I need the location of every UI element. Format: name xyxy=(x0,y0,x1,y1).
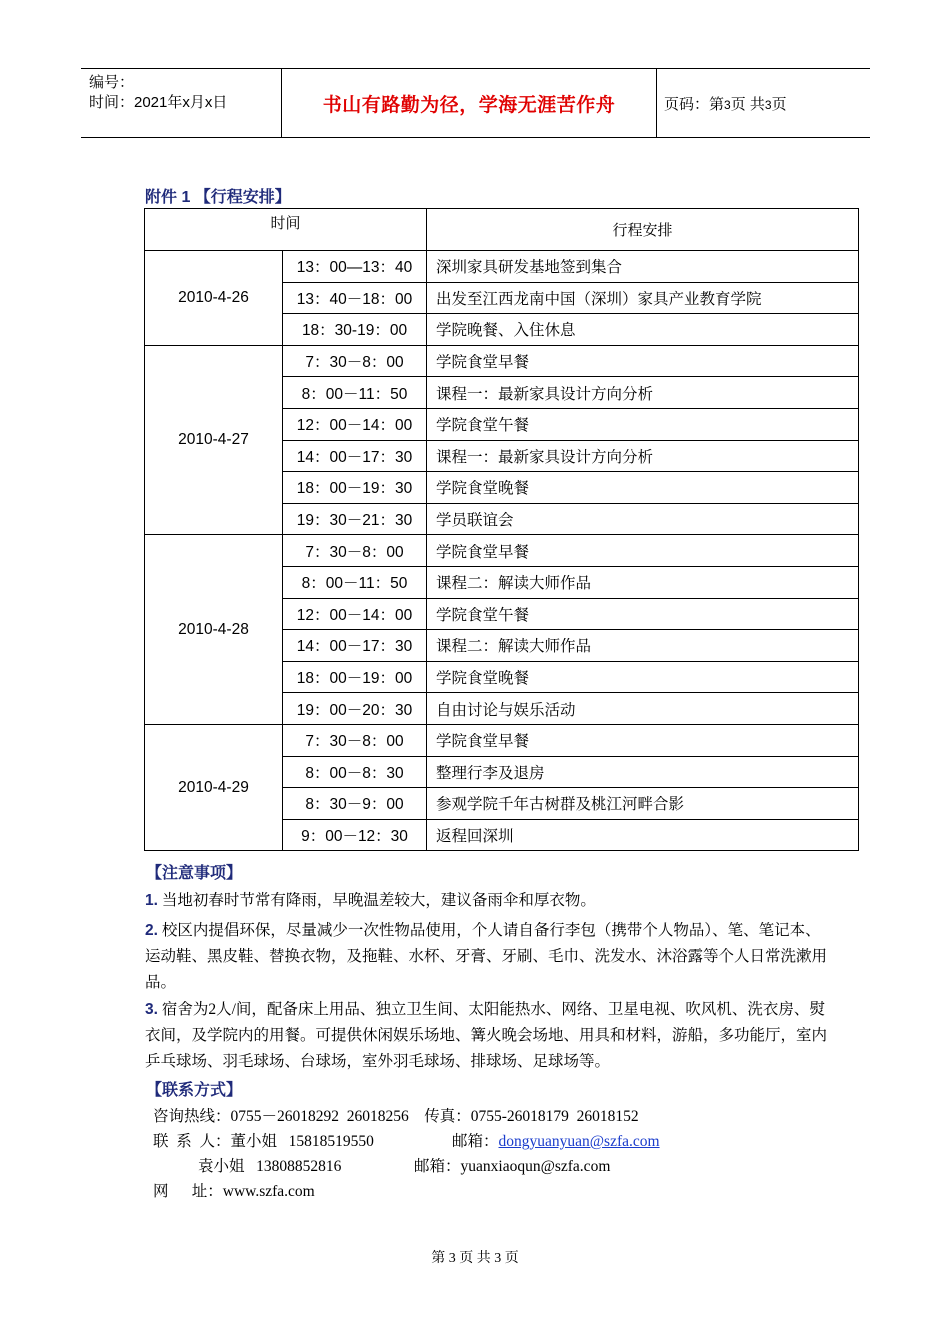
schedule-date: 2010-4-29 xyxy=(145,724,283,850)
note-item-2 xyxy=(145,918,835,996)
schedule-activity: 深圳家具研发基地签到集合 xyxy=(427,251,859,283)
schedule-activity: 出发至江西龙南中国（深圳）家具产业教育学院 xyxy=(427,282,859,314)
table-row xyxy=(145,724,859,756)
schedule-activity: 课程二：解读大师作品 xyxy=(427,630,859,662)
schedule-time: 8：00－11：50 xyxy=(283,377,427,409)
doc-number-label: 编号： xyxy=(89,74,135,91)
schedule-time: 9：00－12：30 xyxy=(283,819,427,851)
schedule-date: 2010-4-28 xyxy=(145,535,283,725)
note-text: 当地初春时节常有降雨，早晚温差较大，建议备雨伞和厚衣物。 xyxy=(157,892,596,909)
contact-email-1 xyxy=(452,1129,660,1151)
schedule-activity: 学员联谊会 xyxy=(427,503,859,535)
schedule-time: 18：00－19：00 xyxy=(283,661,427,693)
table-row xyxy=(145,345,859,377)
schedule-time: 18：30-19：00 xyxy=(283,314,427,346)
page-suffix: 页 xyxy=(771,95,787,113)
schedule-time: 8：30－9：00 xyxy=(283,788,427,820)
schedule-date: 2010-4-27 xyxy=(145,345,283,535)
contact-email-2 xyxy=(414,1154,610,1176)
schedule-activity: 学院食堂午餐 xyxy=(427,408,859,440)
schedule-activity: 参观学院千年古树群及桃江河畔合影 xyxy=(427,788,859,820)
note-number: 3. xyxy=(145,1001,158,1018)
header-page-cell xyxy=(656,69,870,137)
schedule-time: 12：00－14：00 xyxy=(283,598,427,630)
schedule-activity: 课程一：最新家具设计方向分析 xyxy=(427,440,859,472)
note-item-1 xyxy=(145,888,835,914)
email-link-1[interactable]: dongyuanyuan@szfa.com xyxy=(498,1133,660,1150)
schedule-time: 13：40－18：00 xyxy=(283,282,427,314)
schedule-activity: 学院食堂早餐 xyxy=(427,345,859,377)
page-header xyxy=(81,68,870,138)
schedule-time: 19：00－20：30 xyxy=(283,693,427,725)
header-motto-cell xyxy=(281,69,657,137)
schedule-activity: 课程二：解读大师作品 xyxy=(427,566,859,598)
schedule-time: 14：00－17：30 xyxy=(283,630,427,662)
schedule-table xyxy=(144,208,859,851)
schedule-time: 13：00—13：40 xyxy=(283,251,427,283)
motto: 书山有路勤为径，学海无涯苦作舟 xyxy=(322,94,616,116)
schedule-activity: 学院食堂早餐 xyxy=(427,724,859,756)
table-header-time: 时间 xyxy=(145,209,427,251)
schedule-time: 8：00－11：50 xyxy=(283,566,427,598)
schedule-activity: 自由讨论与娱乐活动 xyxy=(427,693,859,725)
contact-website: 网 址：www.szfa.com xyxy=(153,1183,315,1200)
note-text: 校区内提倡环保，尽量减少一次性物品使用，个人请自备行李包（携带个人物品）、笔、笔记本、运动鞋、黑皮鞋、替换衣物，及拖鞋、水杯、牙膏、牙刷、毛巾、洗发水、沐浴露等个人日常洗漱用品。 xyxy=(145,922,828,991)
table-row xyxy=(145,535,859,567)
page-prefix: 页码：第 xyxy=(664,95,725,113)
schedule-activity: 返程回深圳 xyxy=(427,819,859,851)
notes-title: 【注意事项】 xyxy=(146,865,243,882)
schedule-date: 2010-4-26 xyxy=(145,251,283,346)
schedule-activity: 学院晚餐、入住休息 xyxy=(427,314,859,346)
contact-person-2: 袁小姐 13808852816 xyxy=(198,1158,342,1175)
note-item-3 xyxy=(145,997,835,1075)
schedule-time: 7：30－8：00 xyxy=(283,724,427,756)
note-number: 2. xyxy=(145,922,158,939)
schedule-activity: 学院食堂晚餐 xyxy=(427,472,859,504)
table-header-row xyxy=(145,209,859,251)
page-footer: 第 3 页 共 3 页 xyxy=(431,1251,519,1266)
schedule-time: 14：00－17：30 xyxy=(283,440,427,472)
email-text-2: yuanxiaoqun@szfa.com xyxy=(460,1158,611,1175)
page-current: 3 xyxy=(724,97,731,112)
doc-time-label: 时间：2021年x月x日 xyxy=(89,94,228,111)
page-code xyxy=(664,93,787,114)
contact-title: 【联系方式】 xyxy=(146,1082,243,1099)
note-text: 宿舍为2人/间，配备床上用品、独立卫生间、太阳能热水、网络、卫星电视、吹风机、洗衣房、熨衣间，及学院内的用餐。可提供休闲娱乐场地、篝火晚会场地、用具和材料，游船，多功能厅，室内乒乓球场、羽毛球场、台球场，室外羽毛球场、排球场、足球场等。 xyxy=(145,1001,828,1070)
schedule-time: 19：30－21：30 xyxy=(283,503,427,535)
header-meta xyxy=(81,69,281,137)
schedule-activity: 整理行李及退房 xyxy=(427,756,859,788)
email-label: 邮箱： xyxy=(452,1133,499,1150)
schedule-activity: 学院食堂晚餐 xyxy=(427,661,859,693)
schedule-time: 12：00－14：00 xyxy=(283,408,427,440)
note-number: 1. xyxy=(145,892,158,909)
table-row xyxy=(145,251,859,283)
schedule-activity: 学院食堂午餐 xyxy=(427,598,859,630)
contact-hotline: 咨询热线：0755－26018292 26018256 传真：0755-26018179 26018152 xyxy=(153,1108,639,1125)
table-header-plan: 行程安排 xyxy=(427,209,859,251)
page-total: 3 xyxy=(764,97,772,112)
attachment-title: 附件 1 【行程安排】 xyxy=(145,189,291,206)
email-label: 邮箱： xyxy=(414,1158,461,1175)
schedule-activity: 课程一：最新家具设计方向分析 xyxy=(427,377,859,409)
schedule-time: 18：00－19：30 xyxy=(283,472,427,504)
schedule-time: 7：30－8：00 xyxy=(283,535,427,567)
page-mid: 页 共 xyxy=(730,95,765,113)
contact-person-1: 联 系 人：董小姐 15818519550 xyxy=(153,1133,374,1150)
schedule-time: 7：30－8：00 xyxy=(283,345,427,377)
schedule-time: 8：00－8：30 xyxy=(283,756,427,788)
schedule-activity: 学院食堂早餐 xyxy=(427,535,859,567)
